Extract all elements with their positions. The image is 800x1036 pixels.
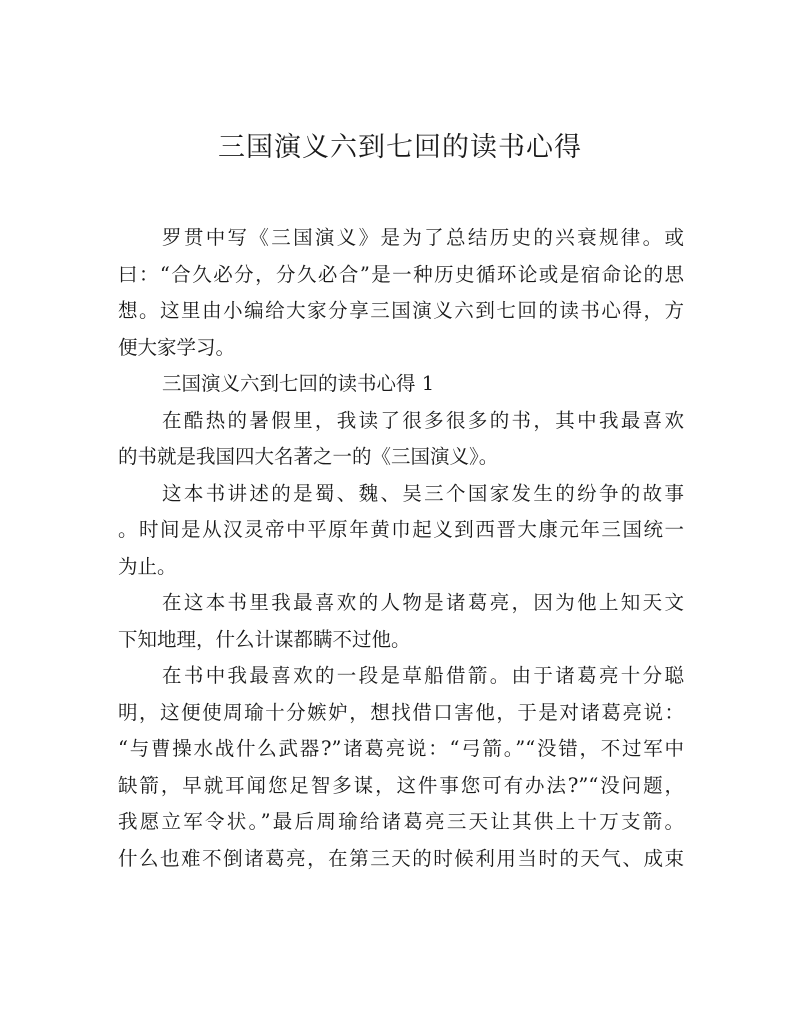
document-body: [118, 220, 684, 877]
text-line: 我愿立军令状。”最后周瑜给诸葛亮三天让其供上十万支箭。: [118, 810, 684, 833]
text-line: “与曹操水战什么武器?”诸葛亮说：“弓箭。”“没错，不过军中: [118, 737, 684, 760]
text-line: 明，这便使周瑜十分嫉妒，想找借口害他，于是对诸葛亮说：: [118, 700, 684, 724]
text-line: 缺箭，早就耳闻您足智多谋，这件事您可有办法?”“没问题，: [118, 773, 684, 797]
text-line: 为止。: [118, 554, 177, 578]
text-line: 在书中我最喜欢的一段是草船借箭。由于诸葛亮十分聪: [162, 664, 684, 687]
text-line: 。时间是从汉灵帝中平原年黄巾起义到西晋大康元年三国统一: [118, 518, 684, 541]
text-line: 罗贯中写《三国演义》是为了总结历史的兴衰规律。或: [162, 226, 684, 249]
text-line: 的书就是我国四大名著之一的《三国演义》。: [118, 445, 499, 468]
text-line: 下知地理，什么计谋都瞒不过他。: [118, 627, 411, 651]
text-line: 便大家学习。: [118, 335, 236, 359]
text-line: 在这本书里我最喜欢的人物是诸葛亮，因为他上知天文: [162, 591, 684, 614]
section-heading: 三国演义六到七回的读书心得 1: [162, 372, 435, 395]
page-title: 三国演义六到七回的读书心得: [218, 132, 582, 163]
text-line: 这本书讲述的是蜀、魏、吴三个国家发生的纷争的故事: [162, 481, 684, 505]
text-line: 在酷热的暑假里，我读了很多很多的书，其中我最喜欢: [162, 408, 684, 432]
text-line: 想。这里由小编给大家分享三国演义六到七回的读书心得，方: [118, 299, 684, 322]
text-line: 什么也难不倒诸葛亮，在第三天的时候利用当时的天气、成束: [118, 846, 684, 870]
text-line: 曰：“合久必分，分久必合”是一种历史循环论或是宿命论的思: [118, 262, 684, 286]
